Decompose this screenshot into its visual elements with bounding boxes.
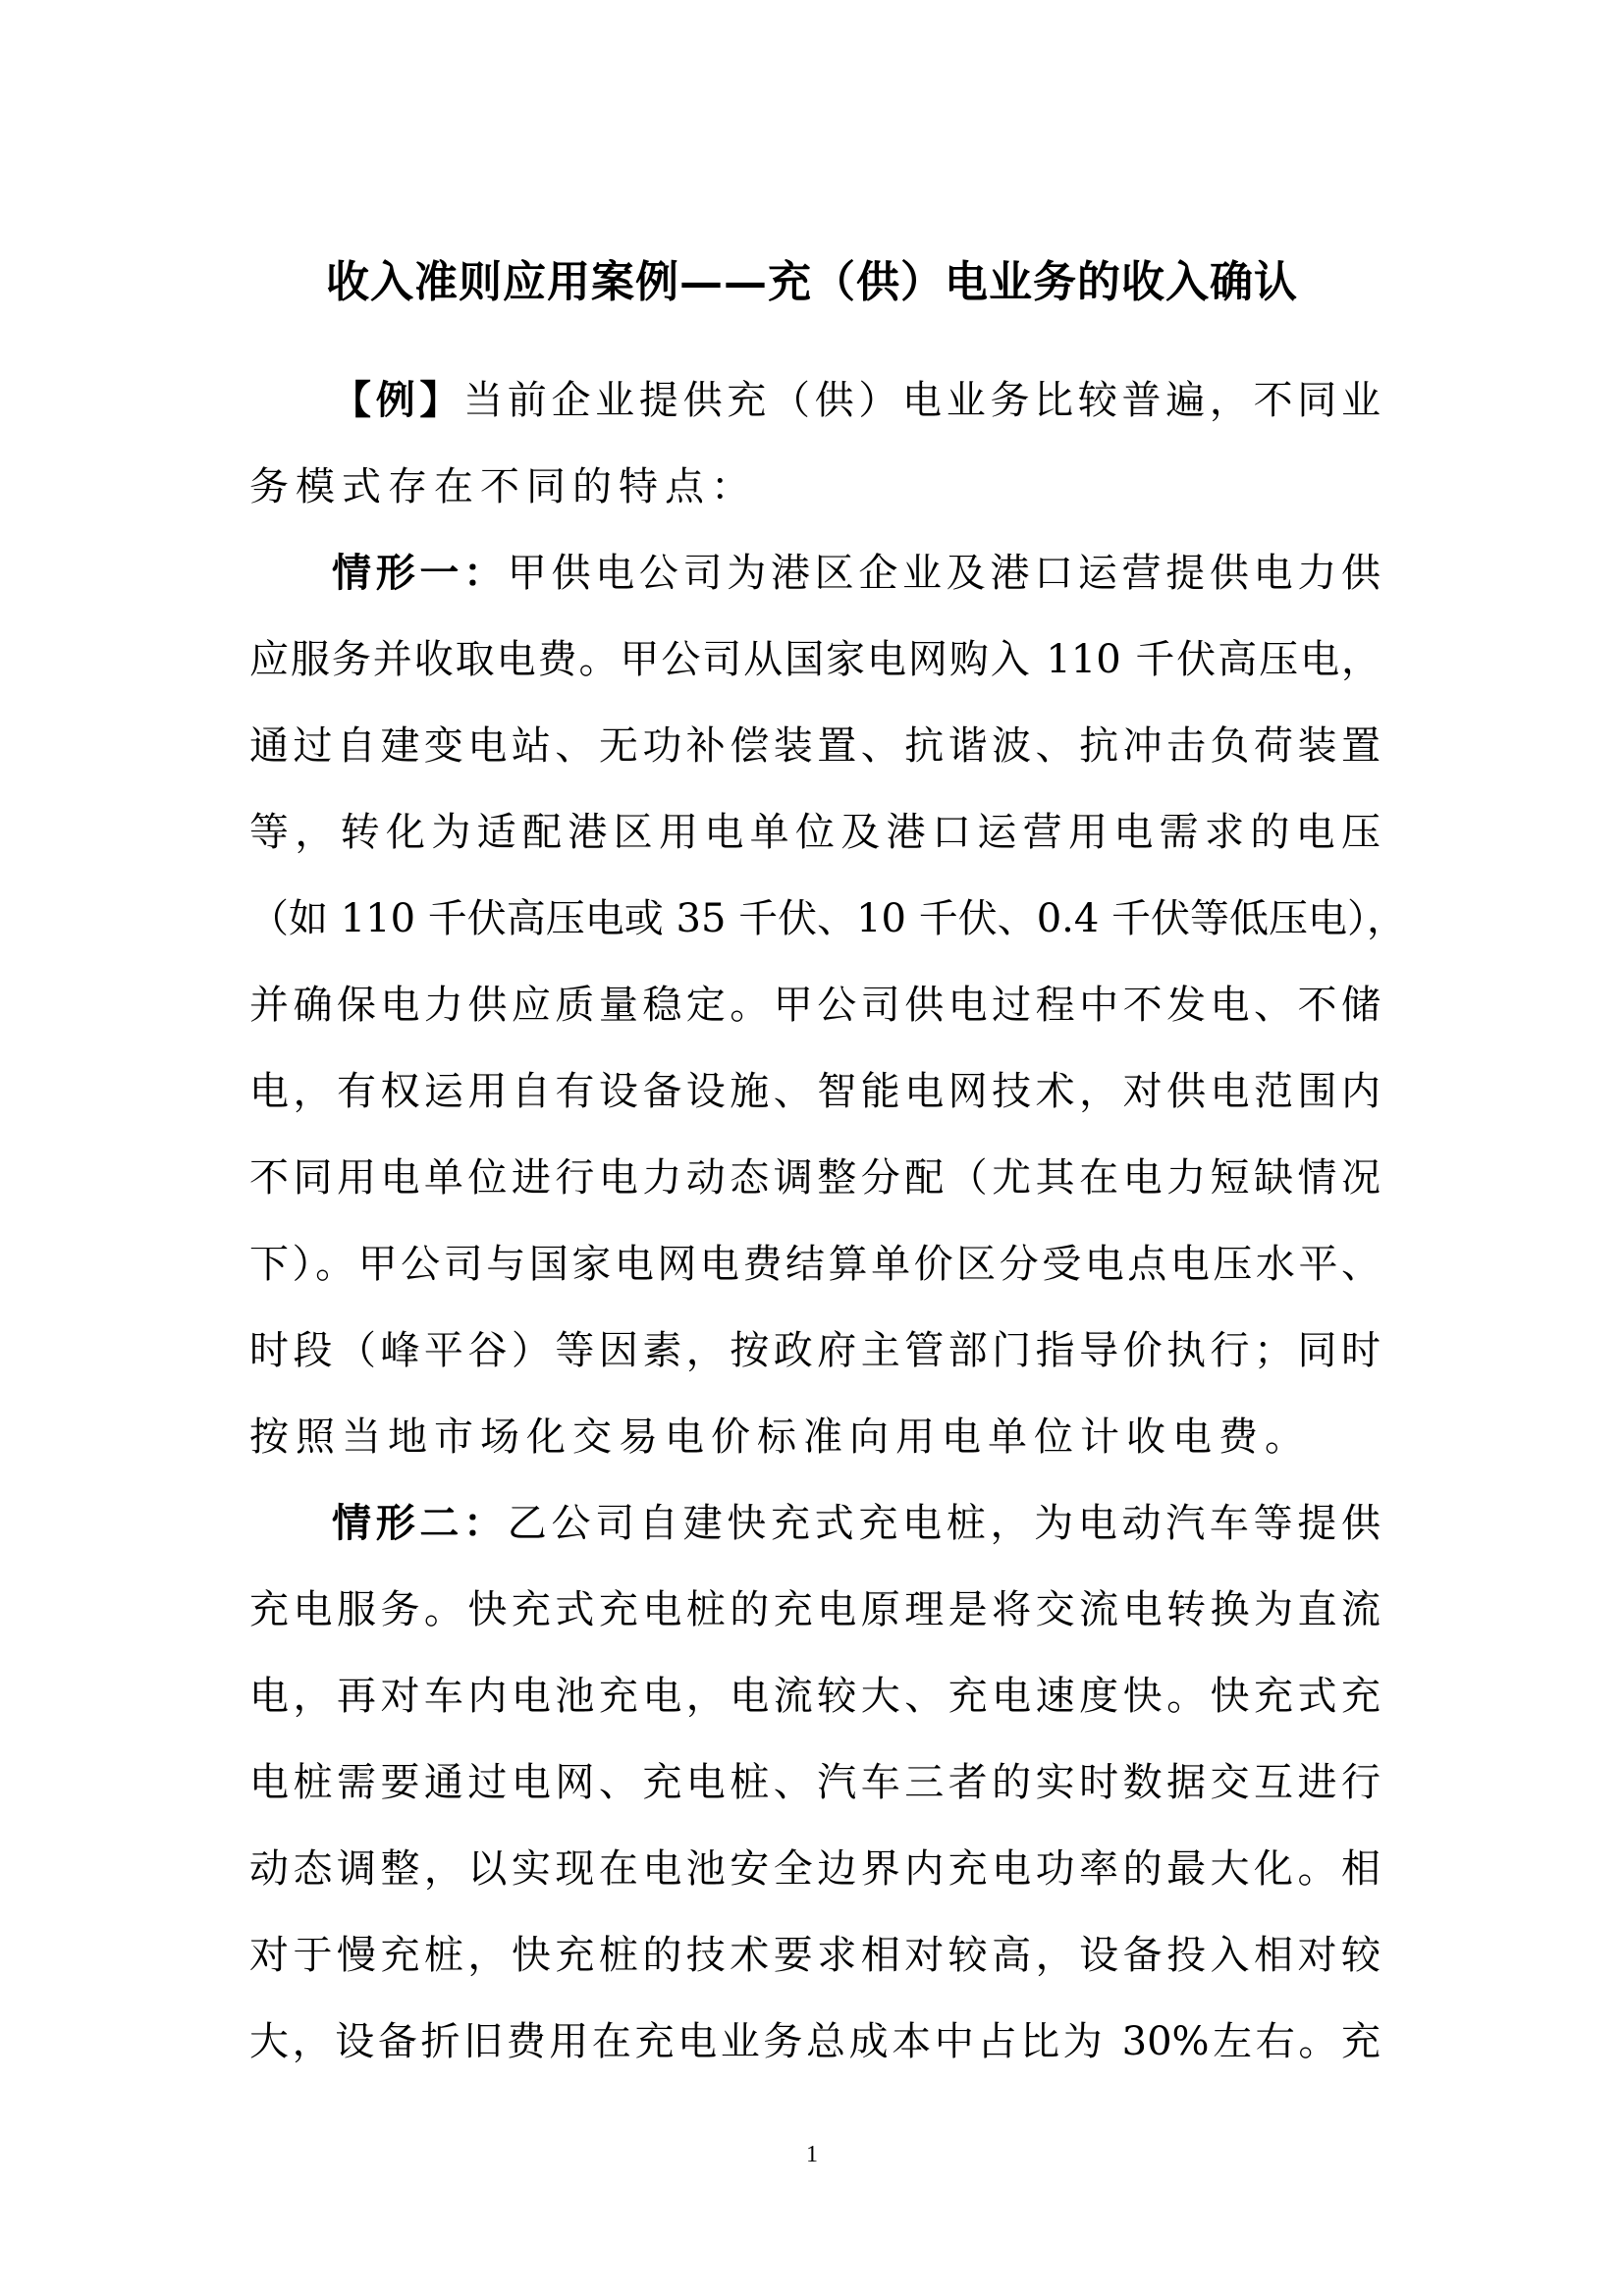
- case-one-line-7: 电，有权运用自有设备设施、智能电网技术，对供电范围内: [249, 1069, 1380, 1114]
- case-one-line-5: （如 110 千伏高压电或 35 千伏、10 千伏、0.4 千伏等低压电），: [249, 896, 1407, 941]
- intro-text: 当前企业提供充（供）电业务比较普遍，不同业: [463, 378, 1381, 423]
- paragraph-intro-line-1: [332, 373, 1380, 428]
- case-two-line-3: 电，再对车内电池充电，电流较大、充电速度快。快充式充: [249, 1674, 1380, 1719]
- case-one-line-11: 按照当地市场化交易电价标准向用电单位计收电费。: [249, 1415, 1311, 1460]
- example-label: 【例】: [332, 377, 464, 423]
- case-two-label: 情形二：: [332, 1500, 508, 1546]
- case-one-line-1: [332, 546, 1380, 601]
- page-number: 1: [806, 2142, 818, 2167]
- case-two-text: 乙公司自建快充式充电桩，为电动汽车等提供: [507, 1501, 1381, 1546]
- case-one-line-8: 不同用电单位进行电力动态调整分配（尤其在电力短缺情况: [249, 1155, 1380, 1201]
- case-one-line-10: 时段（峰平谷）等因素，按政府主管部门指导价执行；同时: [249, 1328, 1380, 1373]
- case-one-label: 情形一：: [332, 550, 508, 596]
- case-one-line-9: 下）。甲公司与国家电网电费结算单价区分受电点电压水平、: [249, 1242, 1380, 1287]
- case-one-line-6: 并确保电力供应质量稳定。甲公司供电过程中不发电、不储: [249, 983, 1380, 1028]
- case-two-line-4: 电桩需要通过电网、充电桩、汽车三者的实时数据交互进行: [249, 1760, 1380, 1805]
- case-two-line-1: [332, 1496, 1380, 1551]
- case-one-line-2: 应服务并收取电费。甲公司从国家电网购入 110 千伏高压电，: [249, 637, 1380, 682]
- case-two-line-6: 对于慢充桩，快充桩的技术要求相对较高，设备投入相对较: [249, 1933, 1380, 1978]
- case-one-line-3: 通过自建变电站、无功补偿装置、抗谐波、抗冲击负荷装置: [249, 723, 1380, 769]
- case-two-line-5: 动态调整，以实现在电池安全边界内充电功率的最大化。相: [249, 1846, 1380, 1892]
- document-title: 收入准则应用案例——充（供）电业务的收入确认: [326, 257, 1298, 307]
- case-two-line-2: 充电服务。快充式充电桩的充电原理是将交流电转换为直流: [249, 1587, 1380, 1632]
- case-one-line-4: 等，转化为适配港区用电单位及港口运营用电需求的电压: [249, 810, 1380, 855]
- paragraph-intro-line-2: 务模式存在不同的特点：: [249, 464, 757, 509]
- case-one-text: 甲供电公司为港区企业及港口运营提供电力供: [507, 551, 1381, 596]
- case-two-line-7: 大，设备折旧费用在充电业务总成本中占比为 30%左右。充: [249, 2019, 1380, 2064]
